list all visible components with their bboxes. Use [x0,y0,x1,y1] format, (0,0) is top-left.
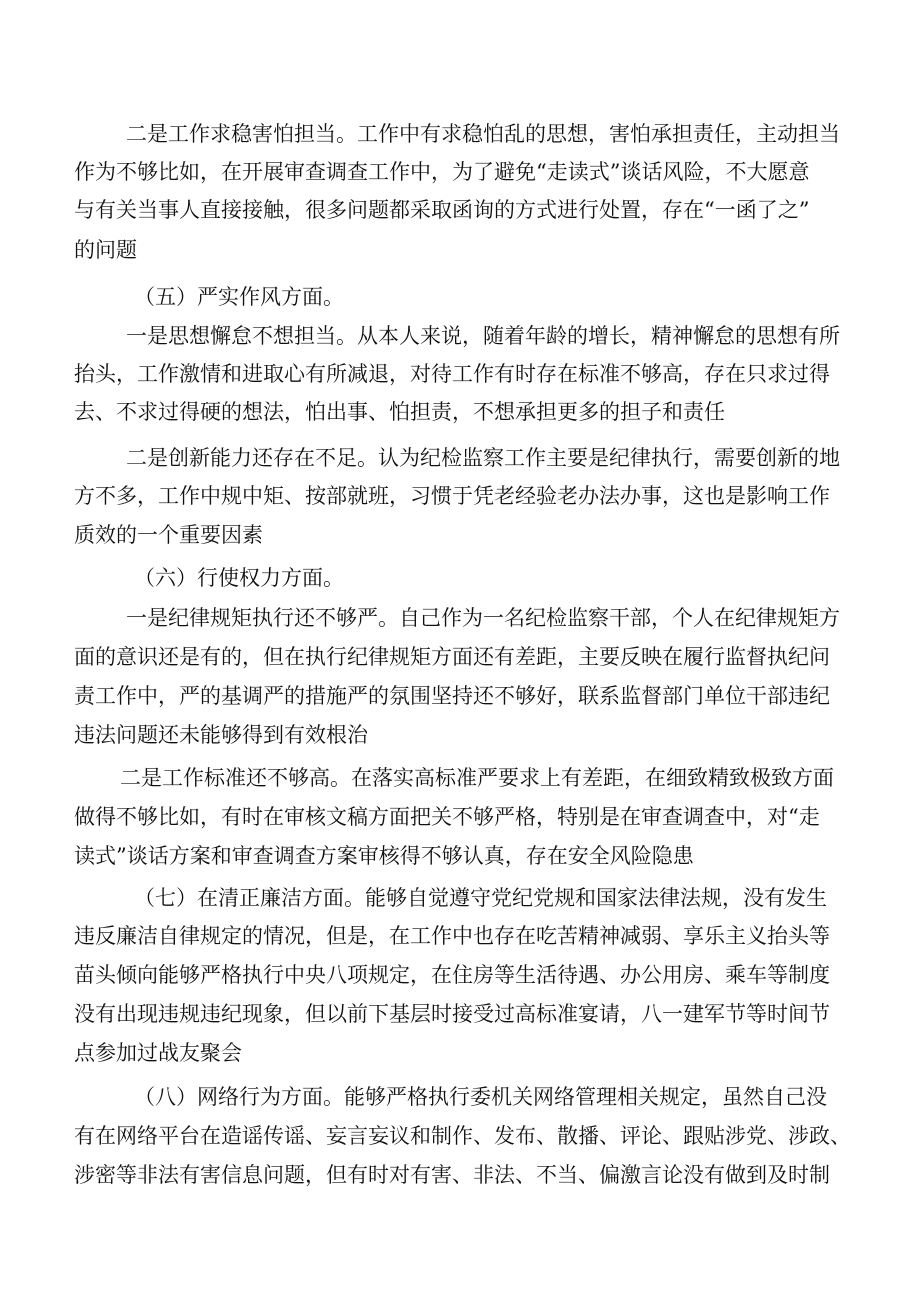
text-line: 去、不求过得硬的想法，怕出事、怕担责，不想承担更多的担子和责任 [74,400,725,424]
text-line: 没有出现违规违纪现象，但以前下基层时接受过高标准宴请，八一建军节等时间节 [74,1002,830,1026]
text-line: 有在网络平台在造谣传谣、妄言妄议和制作、发布、散播、评论、跟贴涉党、涉政、 [74,1124,851,1148]
text-line: 一是思想懈怠不想担当。从本人来说，随着年龄的增长，精神懈怠的思想有所 [126,324,840,348]
text-line: 质效的一个重要因素 [74,523,263,547]
text-line: 做得不够比如，有时在审核文稿方面把关不够严格，特别是在审查调查中，对“走 [74,805,820,829]
text-line: 面的意识还是有的，但在执行纪律规矩方面还有差距，主要反映在履行监督执纪问 [74,645,830,669]
section-heading: （六）行使权力方面。 [134,566,344,590]
text-line: 责工作中，严的基调严的措施严的氛围坚持还不够好，联系监督部门单位干部违纪 [74,684,830,708]
text-line: 读式”谈话方案和审查调查方案审核得不够认真，存在安全风险隐患 [74,844,694,868]
text-line: 的问题 [74,238,137,262]
text-line: 二是工作标准还不够高。在落实高标准严要求上有差距，在细致精致极致方面 [120,766,834,790]
section-heading: （七）在清正廉洁方面。能够自觉遵守党纪党规和国家法律法规，没有发生 [134,886,827,910]
text-line: 涉密等非法有害信息问题，但有时对有害、非法、不当、偏激言论没有做到及时制 [74,1163,830,1187]
text-line: 违法问题还未能够得到有效根治 [74,723,368,747]
section-heading: （八）网络行为方面。能够严格执行委机关网络管理相关规定，虽然自己没 [134,1085,827,1109]
text-line: 违反廉洁自律规定的情况，但是，在工作中也存在吃苦精神减弱、享乐主义抬头等 [74,924,830,948]
text-line: 一是纪律规矩执行还不够严。自己作为一名纪检监察干部，个人在纪律规矩方 [126,606,840,630]
text-line: 点参加过战友聚会 [74,1041,242,1065]
text-line: 作为不够比如，在开展审查调查工作中，为了避免“走读式”谈话风险，不大愿意 [74,160,810,184]
text-line: 与有关当事人直接接触，很多问题都采取函询的方式进行处置，存在“一函了之” [74,198,810,222]
text-line: 方不多，工作中规中矩、按部就班，习惯于凭老经验老办法办事，这也是影响工作 [74,484,830,508]
text-line: 抬头，工作激情和进取心有所减退，对待工作有时存在标准不够高，存在只求过得 [74,362,830,386]
text-line: 苗头倾向能够严格执行中央八项规定，在住房等生活待遇、办公用房、乘车等制度 [74,963,830,987]
text-line: 二是工作求稳害怕担当。工作中有求稳怕乱的思想，害怕承担责任，主动担当 [126,122,840,146]
section-heading: （五）严实作风方面。 [134,285,344,309]
text-line: 二是创新能力还存在不足。认为纪检监察工作主要是纪律执行，需要创新的地 [126,446,840,470]
